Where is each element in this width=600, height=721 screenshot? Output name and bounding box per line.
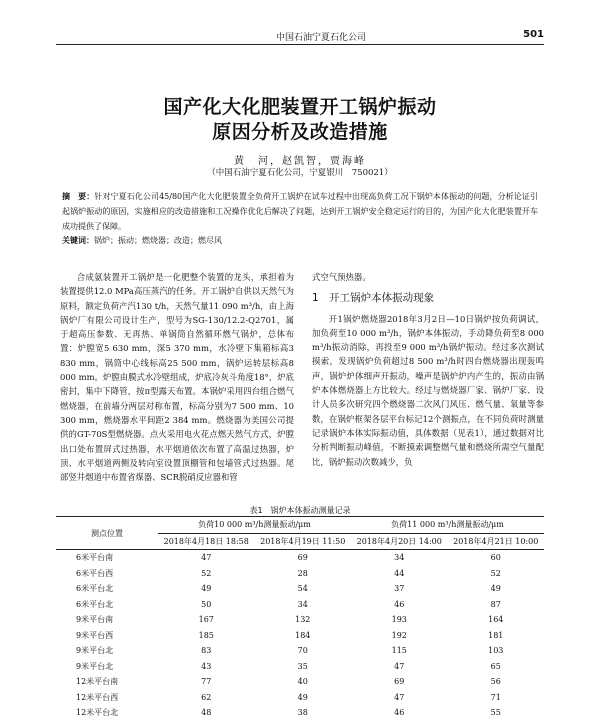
table-cell-value: 47	[201, 553, 212, 563]
table-cell-value: 38	[297, 708, 308, 718]
table-header-time: 2018年4月21日 10:00	[448, 533, 545, 550]
table-cell-value: 49	[201, 584, 212, 594]
table-cell-value: 50	[201, 599, 212, 609]
table-cell-value: 192	[391, 630, 407, 640]
table-cell-value: 181	[488, 630, 504, 640]
table-cell-value: 37	[394, 584, 405, 594]
table-cell-value: 46	[394, 599, 405, 609]
table-cell-value: 69	[297, 553, 308, 563]
table-cell-position: 12米平台南	[76, 677, 119, 687]
table-header-group: 负荷11 000 m³/h测量振动/μm	[351, 517, 544, 534]
abstract-text: 针对宁夏石化公司45/80国产化大化肥装置全负荷开工锅炉在试车过程中出现高负荷工况下锅炉本体振动的问题，分析论证引起锅炉振动的原因，实施相应的改造措施和工况操作优化后解决了问题，达到开工锅炉安全稳定运行的目的，为国产化大化肥装置开车成功提供了保障。	[62, 192, 538, 231]
abstract-label: 摘 要：	[62, 192, 95, 201]
table-cell-value: 185	[198, 630, 214, 640]
table-cell-position: 9米平台北	[76, 661, 114, 671]
table-cell-position: 6米平台南	[76, 553, 114, 563]
table-cell-value: 132	[295, 615, 311, 625]
table-cell-value: 62	[201, 692, 212, 702]
table-row	[56, 566, 544, 582]
table-cell-value: 55	[490, 708, 501, 718]
table-cell-value: 52	[201, 568, 212, 578]
table-cell-value: 77	[201, 677, 212, 687]
table-cell-value: 49	[297, 692, 308, 702]
table-cell-value: 49	[490, 584, 501, 594]
running-header	[56, 30, 544, 45]
table-cell-value: 52	[490, 568, 501, 578]
table-cell-value: 65	[490, 661, 501, 671]
table-row	[56, 674, 544, 690]
table-cell-value: 70	[297, 646, 308, 656]
table-row	[56, 581, 544, 597]
table-cell-position: 9米平台南	[76, 615, 114, 625]
table-cell-value: 46	[394, 708, 405, 718]
paper-title-line2: 原因分析及改造措施	[212, 121, 388, 143]
table-cell-value: 34	[297, 599, 308, 609]
table-cell-value: 34	[394, 553, 405, 563]
table-cell-value: 115	[391, 646, 407, 656]
table-cell-value: 83	[201, 646, 212, 656]
authors: 黄 河，赵凯智，贾海峰	[234, 156, 366, 167]
table-cell-value: 48	[201, 708, 212, 718]
table-cell-value: 43	[201, 661, 212, 671]
keywords	[62, 235, 538, 246]
table-row	[56, 659, 544, 675]
affiliation: （中国石油宁夏石化公司，宁夏银川 750021）	[207, 168, 393, 178]
table-cell-position: 6米平台北	[76, 584, 114, 594]
table-cell-position: 6米平台西	[76, 568, 114, 578]
table-cell-value: 40	[297, 677, 308, 687]
body-paragraph: 开1锅炉燃烧器2018年3月2日—10日锅炉按负荷调试，加负荷至10 000 m³/h，锅炉本体振动，手动降负荷至8 000 m³/h振动消除，再投至9 000 m³/h锅炉振动。经过多次测试摸索，发现锅炉负荷超过8 500 m³/h时四台燃烧器出现轰鸣声，锅炉炉体细声开振动，噪声是锅炉炉内产生的，振动由锅炉本体燃烧器上方比较大。经过与燃烧器厂家、锅炉厂家、设计人员多次研究四个燃烧器二次风门风压、燃气量、氧量等参数，在锅炉框架各层平台标记12个测振点，在不同负荷时测量记录锅炉本体实际振动值，具体数据（见表1），通过数据对比分析判断振动峰值，不断摸索调整燃气量和燃烧所需空气量配比，锅炉振动次数减少，负	[312, 313, 544, 467]
table-caption: 表1 锅炉本体振动测量记录	[249, 506, 351, 515]
body-column-left	[60, 270, 294, 484]
table-cell-value: 28	[297, 568, 308, 578]
body-column-right	[312, 270, 544, 469]
body-paragraph-continued: 式空气预热器。	[312, 272, 371, 282]
table-header-group: 负荷10 000 m³/h测量振动/μm	[158, 517, 351, 534]
table-cell-value: 193	[391, 615, 407, 625]
table-cell-value: 167	[198, 615, 214, 625]
table-cell-value: 54	[297, 584, 308, 594]
keywords-text: 锅炉；振动；燃烧器；改造；燃尽风	[94, 236, 222, 245]
table-cell-position: 12米平台西	[76, 692, 119, 702]
page-number: 501	[523, 29, 544, 40]
table-header-position: 测点位置	[56, 517, 158, 550]
table-header-time: 2018年4月19日 11:50	[255, 533, 352, 550]
table-cell-value: 47	[394, 661, 405, 671]
section-heading: 1 开工锅炉本体振动现象	[312, 292, 435, 305]
table-cell-value: 184	[295, 630, 311, 640]
table-cell-value: 47	[394, 692, 405, 702]
table-cell-value: 69	[394, 677, 405, 687]
body-paragraph: 合成氨装置开工锅炉是一化肥整个装置的龙头，承担着为装置提供12.0 MPa高压蒸汽的任务。开工锅炉自供以天然气为原料，额定负荷产汽130 t/h，天然气量11 090 m³/h，由上海锅炉厂有限公司设计生产，型号为SG-130/12.2-Q2701，属于超高压参数、无再热、单锅筒自然循环燃气锅炉，总体布置：炉膛宽5 630 mm，深5 370 mm，水冷壁下集箱标高3 830 mm，锅筒中心线标高25 500 mm，锅炉运转层标高8 000 mm。炉膛由膜式水冷壁组成，炉底冷灰斗角度18°，炉底密封，集中下降管，按π型露天布置。本锅炉采用四台组合燃气燃烧器，在前墙分两层对称布置，标高分别为7 500 mm、10 300 mm，燃烧器水平间距2 384 mm。燃烧器为美国公司提供的GT-70S型燃烧器。点火采用电火花点燃天然气方式，炉膛出口处布置屏式过热器，水平烟道依次布置了高温过热器，炉顶、水平烟道两侧及转向室设置顶棚管和包墙管式过热器。尾部竖井烟道中布置省煤器、SCR脱硝反应器和管	[60, 272, 294, 483]
table-cell-value: 35	[297, 661, 308, 671]
table-cell-value: 56	[490, 677, 501, 687]
journal-name: 中国石油宁夏石化公司	[276, 33, 367, 43]
abstract	[62, 189, 538, 234]
table-cell-position: 12米平台北	[76, 708, 119, 718]
table-cell-value: 87	[490, 599, 501, 609]
table-row	[56, 705, 544, 721]
table-cell-position: 6米平台北	[76, 599, 114, 609]
keywords-label: 关键词：	[62, 236, 94, 245]
table-cell-position: 9米平台北	[76, 646, 114, 656]
table-row	[56, 628, 544, 644]
table-cell-value: 60	[490, 553, 501, 563]
table-row	[56, 612, 544, 628]
table-cell-value: 164	[488, 615, 504, 625]
table-row	[56, 550, 544, 566]
table-row	[56, 597, 544, 613]
table-cell-value: 71	[490, 692, 501, 702]
table-cell-value: 103	[488, 646, 504, 656]
table-row	[56, 643, 544, 659]
vibration-table	[56, 516, 544, 721]
table-row	[56, 690, 544, 706]
table-cell-value: 44	[394, 568, 405, 578]
paper-title-line1: 国产化大化肥装置开工锅炉振动	[163, 96, 437, 118]
table-header-time: 2018年4月18日 18:58	[158, 533, 255, 550]
table-header-time: 2018年4月20日 14:00	[351, 533, 448, 550]
table-cell-position: 9米平台西	[76, 630, 114, 640]
